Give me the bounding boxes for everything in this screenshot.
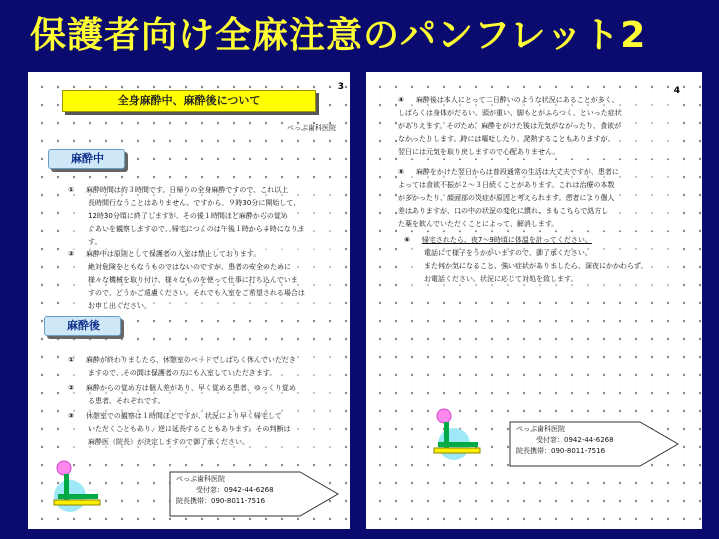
contact-director: 院長携帯：090-8011-7516	[516, 447, 606, 455]
section-tag-after: 麻酔後	[44, 316, 121, 336]
dental-chair-icon	[44, 452, 110, 518]
page-number: 3	[337, 82, 344, 92]
hospital-name: ベっぷ歯科医院	[287, 124, 336, 132]
page-number: 4	[673, 86, 680, 96]
contact-director: 院長携帯：090-8011-7516	[176, 497, 266, 505]
pamphlet-page-right	[366, 72, 702, 529]
list-item: ② 麻酔からの覚め方は個人差があり、早く覚める患者、ゆっくり覚め る患者、それぞれです。	[68, 382, 340, 408]
list-item: ① 麻酔時間は約３時間です。日帰りの全身麻酔ですので、これ以上 長時間行なうことはありません。ですから、９時30分に開始して、 12時30分頃に終了しますが、その後１時間ほど麻酔からの覚め ぐあいを観察しますので、帰宅につくのは午後１時から４時になりま す。	[68, 184, 340, 249]
contact-name: べっぷ歯科医院	[516, 425, 565, 433]
page-banner: 全身麻酔中、麻酔後について	[62, 90, 316, 112]
list-item: ④ 麻酔後は本人にとって二日酔いのような状況にあることが多く、 しばらくは身体がだるい、頭が重い、脚もとがふらつく、といった症状 がありえます。そのため、麻酔をかけた後は元気がなかったり、食欲が なかったりします。時には嘔吐したり、発熱することもありますが、 翌日には元気を取り戻しますので心配ありません。	[398, 94, 674, 159]
contact-reception: 受付窓：0942-44-6268	[536, 436, 614, 444]
contact-name: べっぷ歯科医院	[176, 475, 225, 483]
list-item: ⑤ 麻酔をかけた翌日からは普段通常の生活は大丈夫ですが、患者に よっては食欲不振が２～３日続くことがあります。これは治療の本数 が多かったり、顔面部の炎症が原因と考えられます。患者により個人 差はありますが、口の中の状況の変化に慣れ、まもこちらで処方し た薬を飲んでいただくことによって、解消します。	[398, 166, 674, 231]
list-item: ① 麻酔が終わりましたら、休憩室のベッドでしばらく休んでいただき ますので、その間は保護者の方にも入室していただきます。	[68, 354, 340, 380]
list-item: ⑥ 帰宅されたら、夜7～9時頃に体温を計ってください。 電話にて様子をうかがいますので、御了承ください。 また何か気になること、強い症状がありましたら、深夜にかかわらず、 お電話ください。状況に応じて対処を致します。	[404, 234, 680, 286]
contact-reception: 受付窓：0942-44-6268	[196, 486, 274, 494]
pamphlet-page-left	[28, 72, 350, 529]
list-item: ② 麻酔中は原則として保護者の入室は禁止しております。 絶対危険をともなうものではないのですが、患者の安全のために 様々な機械を取り付け、様々なものを使って仕事に打ち込んでいま すので、どうかご遠慮ください。それでも入室をご希望される場合は お申し出ください。	[68, 248, 340, 313]
contact-box	[176, 474, 306, 507]
contact-box	[516, 424, 646, 457]
list-item: ③ 休憩室での観察は１時間ほどですが、状況により早く帰宅して いただくこともあり、逆に延長することもあります。その判断は 麻酔医（院長）が決定しますので御了承ください。	[68, 410, 340, 449]
section-tag-during: 麻酔中	[48, 149, 125, 169]
slide-title: 保護者向け全麻注意のパンフレット2	[30, 15, 647, 56]
dental-chair-icon	[428, 406, 494, 472]
